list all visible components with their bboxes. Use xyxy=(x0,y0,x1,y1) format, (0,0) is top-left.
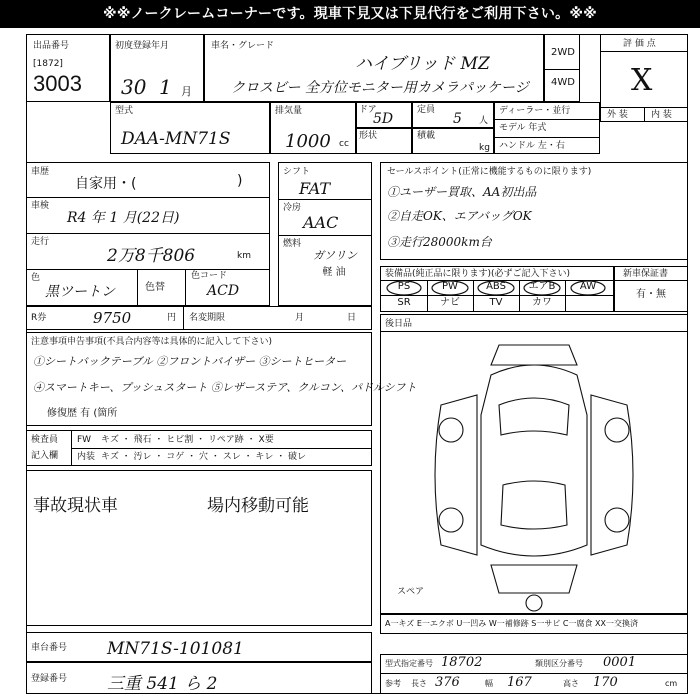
doors-cell: ドア 5D xyxy=(356,102,412,128)
chassis-cell: 車台番号 MN71S-101081 xyxy=(26,632,372,662)
diagram-area: 後日品 スペア xyxy=(380,314,688,614)
recycle-row: R券 9750 円 名変期限 月 日 xyxy=(26,306,372,330)
name-line2: クロスビー 全方位モニター用カメラパッケージ xyxy=(231,80,529,96)
shape-cell: 形状 xyxy=(356,128,412,154)
auction-sheet xyxy=(26,34,688,694)
spare-label: スペア xyxy=(397,587,425,597)
chassis-value: MN71S-101081 xyxy=(107,639,244,659)
fuel-gasoline: ガソリン xyxy=(313,249,357,262)
drivetrain-block: シフト FAT 冷房 AAC 燃料 ガソリン 軽 油 xyxy=(278,162,372,306)
equip-abs: ABS xyxy=(486,281,506,292)
lot-number: 3003 xyxy=(33,71,82,96)
mileage-value: 2万8千806 xyxy=(107,246,196,266)
equip-pw: PW xyxy=(442,281,458,292)
recycle-value: 9750 xyxy=(93,309,132,327)
name-label: 車名・グレード xyxy=(211,41,275,51)
name-cell xyxy=(204,34,544,102)
grade-value: X xyxy=(631,63,653,98)
dealer-cell: ディーラー・並行 モデル 年式 ハンドル 左・右 xyxy=(494,102,600,154)
name-line1: ハイブリッド MZ xyxy=(355,54,490,74)
load-cell: 積載 kg xyxy=(412,128,494,154)
shift-value: FAT xyxy=(299,179,331,198)
notice-banner: ※※ノークレームコーナーです。現車下見又は下見代行をご利用下さい。※※ xyxy=(0,0,700,28)
capacity-cell: 定員 5 人 xyxy=(412,102,494,128)
grade-label: 評 価 点 xyxy=(623,39,656,49)
lot-label: 出品番号 xyxy=(33,41,70,51)
registration-year: 30 xyxy=(121,75,147,99)
displacement-cell: 排気量 1000 cc xyxy=(270,102,356,154)
declaration-line1: ①シートバックテーブル ②フロントバイザー ③シートヒーター xyxy=(33,355,347,368)
equipment-circles xyxy=(381,267,613,313)
color-value: 黒ツートン xyxy=(45,284,115,300)
remarks-line2: 場内移動可能 xyxy=(207,496,309,516)
declaration-cell: 注意事項申告事項(不具合内容等は具体的に記入して下さい) ①シートバックテーブル ②フロントバイザー ③シートヒーター ④スマートキー、プッシュスタート ⑤レザーステア、クルコン、パドルシフト 修復歴 有 (箇所 xyxy=(26,332,372,426)
equip-ps: PS xyxy=(397,281,411,292)
plate-cell: 登録番号 三重 541 ら 2 xyxy=(26,662,372,694)
equip-aw: AW xyxy=(579,281,597,292)
history-block: 車歴 自家用・( ) 車検 R4 年 1 月(22日) 走行 2万8千806 km 色 黒ツートン 色替 色コード ACD xyxy=(26,162,270,306)
registration-label: 初度登録年月 xyxy=(115,41,170,51)
lot-cell xyxy=(26,34,110,102)
equip-airbag: エアB xyxy=(528,281,556,292)
model-value: DAA-MN71S xyxy=(121,129,231,149)
cooler-value: AAC xyxy=(303,213,339,232)
legend-cell: A一キズ E一エクボ U一凹み W一補修跡 S一サビ C一腐食 XX一交換済 xyxy=(380,614,688,634)
grade-cell: 評 価 点 X 外 装 内 装 xyxy=(600,34,688,122)
specs-cell: 型式指定番号 18702 類別区分番号 0001 参考 長さ 376 幅 167 高さ 170 cm xyxy=(380,654,688,694)
selling-line2: ②自走OK、エアバッグOK xyxy=(387,209,532,223)
equipment-cell: 装備品(純正品に限ります)(必ずご記入下さい) PS PW ABS エアB AW SR ナビ TV カワ xyxy=(380,266,614,312)
displacement-value: 1000 xyxy=(285,131,331,152)
doors-value: 5D xyxy=(373,111,394,127)
registration-cell: 初度登録年月 30 1 月 xyxy=(110,34,204,102)
drive-cell: 2WD 4WD xyxy=(544,34,580,102)
registration-month: 1 xyxy=(159,75,172,99)
model-cell: 型式 DAA-MN71S xyxy=(110,102,270,154)
color-code: ACD xyxy=(207,283,240,299)
warranty-cell: 新車保証書 有・無 xyxy=(614,266,688,312)
lot-sub: [1872] xyxy=(33,59,63,69)
capacity-value: 5 xyxy=(453,111,462,127)
declaration-line2: ④スマートキー、プッシュスタート ⑤レザーステア、クルコン、パドルシフト xyxy=(33,381,417,394)
inspector-cell: 検査員 記入欄 FW キズ ・ 飛石 ・ ヒビ割 ・ リペア跡 ・ X要 内装 キズ ・ 汚レ ・ コゲ ・ 穴 ・ スレ ・ キレ ・ 破レ xyxy=(26,430,372,466)
history-value: 自家用・( xyxy=(75,176,137,192)
car-diagram xyxy=(381,335,687,615)
inspection-value: R4 年 1 月(22日) xyxy=(67,210,180,226)
selling-line3: ③走行28000km台 xyxy=(387,235,492,249)
remarks-line1: 事故現状車 xyxy=(33,496,118,516)
selling-points: セールスポイント(正常に機能するものに限ります) ①ユーザー買取、AA初出品 ②自走OK、エアバッグOK ③走行28000km台 xyxy=(380,162,688,260)
selling-line1: ①ユーザー買取、AA初出品 xyxy=(387,185,537,199)
remarks-cell xyxy=(26,470,372,626)
plate-value: 三重 541 ら 2 xyxy=(107,674,218,694)
